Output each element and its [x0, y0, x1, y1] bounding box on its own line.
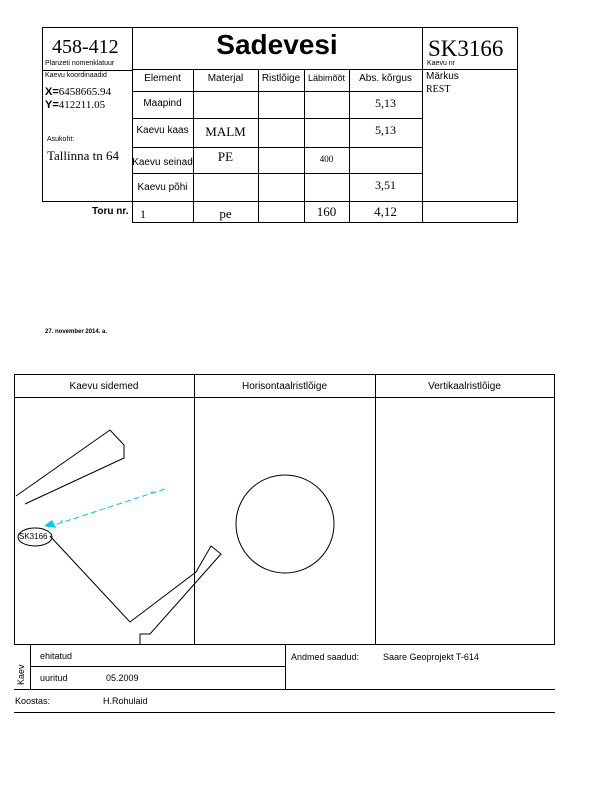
- kaev-label: Kaev: [16, 664, 26, 685]
- th-section: Ristlõige: [261, 72, 301, 84]
- footer-col-line-2: [285, 644, 286, 689]
- row4-element: Kaevu põhi: [137, 181, 188, 193]
- location-value: Tallinna tn 64: [47, 148, 120, 163]
- footer-rule-bottom: [14, 689, 555, 690]
- th-element: Element: [144, 72, 181, 84]
- th-material: Materjal: [207, 72, 244, 84]
- th-height: Abs. kõrgus: [359, 72, 412, 84]
- pipe-mark-icon: »: [150, 490, 154, 496]
- row3-element: Kaevu seinad: [132, 156, 193, 168]
- coord-x-value: 6458665.94: [58, 86, 112, 98]
- row3-material: PE: [217, 149, 234, 164]
- row1-height: 5,13: [375, 95, 396, 110]
- col-header-connections: Kaevu sidemed: [69, 380, 139, 392]
- row1-element: Maapind: [143, 97, 182, 109]
- page-title: Sadevesi: [216, 29, 338, 60]
- row4-height: 3,51: [375, 177, 396, 192]
- location-label: Asukoht:: [47, 136, 75, 143]
- pipe-diameter: 160: [316, 204, 337, 219]
- building-outline-upper: [16, 430, 124, 504]
- col-header-horizontal: Horisontaalristlõige: [241, 380, 328, 392]
- uuritud-value: 05.2009: [106, 673, 139, 683]
- nomenclature-value: 458-412: [52, 36, 119, 58]
- remark-value: REST: [426, 84, 451, 95]
- coords-label: Kaevu koordinaadid: [45, 72, 107, 79]
- row2-height: 5,13: [375, 122, 396, 137]
- pipe-arrow-icon: [44, 520, 56, 528]
- coord-x-label: X=: [45, 86, 59, 98]
- th-diameter: Läbimõõt: [307, 73, 346, 83]
- well-number-label: Kaevu nr: [427, 60, 456, 67]
- horizontal-section-circle: [236, 475, 334, 573]
- ehitatud-label: ehitatud: [40, 651, 73, 661]
- row2-element: Kaevu kaas: [136, 124, 189, 136]
- building-outline-lower: [50, 536, 221, 644]
- pipe-height: 4,12: [374, 204, 397, 219]
- well-tag-label: SK3166: [19, 532, 48, 541]
- footer-rule-last: [14, 712, 555, 713]
- koostas-label: Koostas:: [15, 696, 51, 706]
- row2-material: MALM: [205, 124, 246, 139]
- row3-diameter: 400: [319, 154, 334, 164]
- andmed-label: Andmed saadud:: [291, 652, 360, 662]
- pipe-number: 1: [140, 207, 146, 221]
- date-text: 27. november 2014. a.: [45, 329, 108, 335]
- koostas-value: H.Rohulaid: [103, 696, 148, 706]
- coord-y-value: 412211.05: [58, 99, 106, 111]
- footer-col-line-1: [30, 644, 31, 689]
- col-header-vertical: Vertikaalristlõige: [428, 380, 501, 392]
- coord-y-label: Y=: [45, 99, 59, 111]
- nomenclature-label: Planzeti nomenklatuur: [45, 60, 115, 67]
- th-remark: Märkus: [426, 71, 459, 82]
- pipe-row-label: Toru nr.: [92, 206, 129, 217]
- footer-rule-mid: [30, 666, 286, 667]
- andmed-value: Saare Geoprojekt T-614: [383, 652, 479, 662]
- well-number: SK3166: [428, 36, 504, 61]
- pipe-material: pe: [219, 206, 232, 221]
- uuritud-label: uuritud: [40, 673, 68, 683]
- pipe-mark-icon: »: [60, 519, 64, 525]
